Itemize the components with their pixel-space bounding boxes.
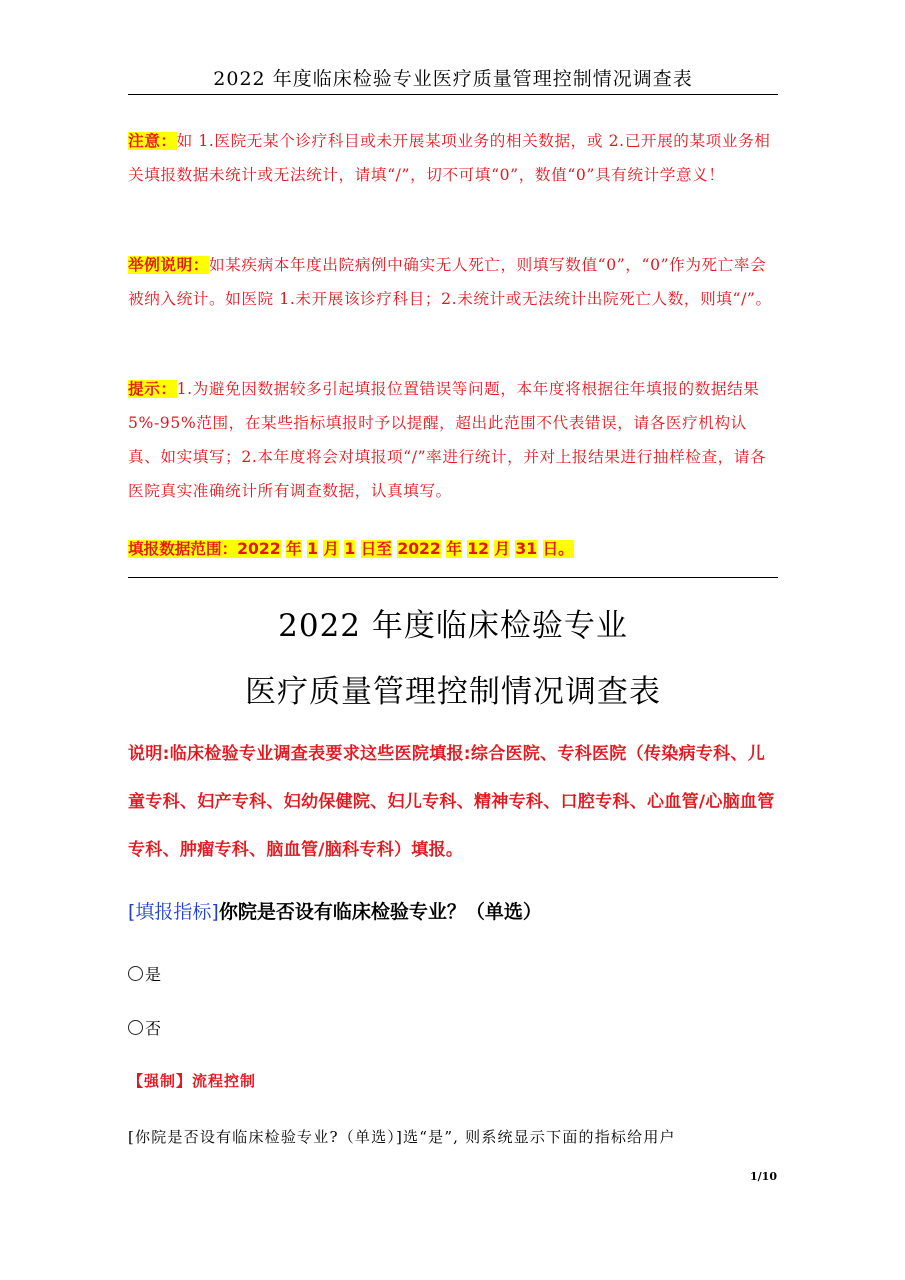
forced-control-label: 【强制】流程控制 xyxy=(128,1072,257,1090)
doc-title-line1: 2022 年度临床检验专业 xyxy=(278,608,628,644)
page-number: 1/10 xyxy=(750,1170,777,1183)
notice-text: 如 1.医院无某个诊疗科目或未开展某项业务的相关数据，或 2.已开展的某项业务相关填报数据未统计或无法统计，请填“/”，切不可填“0”，数值“0”具有统计学意义！ xyxy=(128,132,771,184)
tip-paragraph xyxy=(128,372,778,508)
range-end-month: 12 xyxy=(467,540,489,558)
example-text: 如某疾病本年度出院病例中确实无人死亡，则填写数值“0”，“0”作为死亡率会被纳入统计。如医院 1.未开展该诊疗科目；2.未统计或无法统计出院死亡人数，则填“/”。 xyxy=(128,256,772,308)
tip-text: 1.为避免因数据较多引起填报位置错误等问题，本年度将根据往年填报的数据结果 5%-95%范围，在某些指标填报时予以提醒，超出此范围不代表错误，请各医疗机构认真、如实填写；2.本年度将会对填报项“/”率进行统计，并对上报结果进行抽样检查，请各医院真实准确统计所有调查数据，认真填写。 xyxy=(128,380,767,500)
range-end-day: 31 xyxy=(515,540,538,558)
option-yes[interactable] xyxy=(128,962,161,985)
range-label: 填报数据范围： xyxy=(128,540,238,558)
range-start-day: 1 xyxy=(344,540,356,558)
range-unit: 日至 xyxy=(360,540,392,558)
doc-title-line2: 医疗质量管理控制情况调查表 xyxy=(245,674,661,710)
range-unit: 日。 xyxy=(542,540,574,558)
question-tag: [填报指标] xyxy=(128,901,219,923)
description: 说明:临床检验专业调查表要求这些医院填报:综合医院、专科医院（传染病专科、儿童专科、妇产专科、妇幼保健院、妇儿专科、精神专科、口腔专科、心血管/心脑血管专科、肿瘤专科、脑血管/脑科专科）填报。 xyxy=(128,744,775,860)
date-range xyxy=(128,534,778,564)
question-text: 你院是否设有临床检验专业？（单选） xyxy=(218,901,542,923)
range-start-year: 2022 xyxy=(237,540,281,558)
range-end-year: 2022 xyxy=(397,540,441,558)
section-divider xyxy=(128,577,778,578)
question xyxy=(128,897,778,924)
range-unit: 年 xyxy=(286,540,302,558)
option-no[interactable] xyxy=(128,1016,161,1039)
option-label: 否 xyxy=(145,1019,162,1038)
example-label: 举例说明： xyxy=(128,256,209,274)
range-unit: 年 xyxy=(446,540,462,558)
flow-rule-text: [你院是否设有临床检验专业?（单选）]选“是”, 则系统显示下面的指标给用户 xyxy=(128,1128,676,1146)
running-header: 2022 年度临床检验专业医疗质量管理控制情况调查表 xyxy=(213,68,693,90)
range-start-month: 1 xyxy=(307,540,318,558)
radio-icon[interactable] xyxy=(128,966,143,981)
option-label: 是 xyxy=(145,965,162,984)
notice-label: 注意： xyxy=(128,132,177,150)
tip-label: 提示： xyxy=(128,380,177,398)
notice-paragraph xyxy=(128,124,778,192)
example-paragraph xyxy=(128,248,778,316)
range-unit: 月 xyxy=(494,540,510,558)
range-unit: 月 xyxy=(323,540,339,558)
header-rule xyxy=(128,94,778,95)
radio-icon[interactable] xyxy=(128,1020,143,1035)
